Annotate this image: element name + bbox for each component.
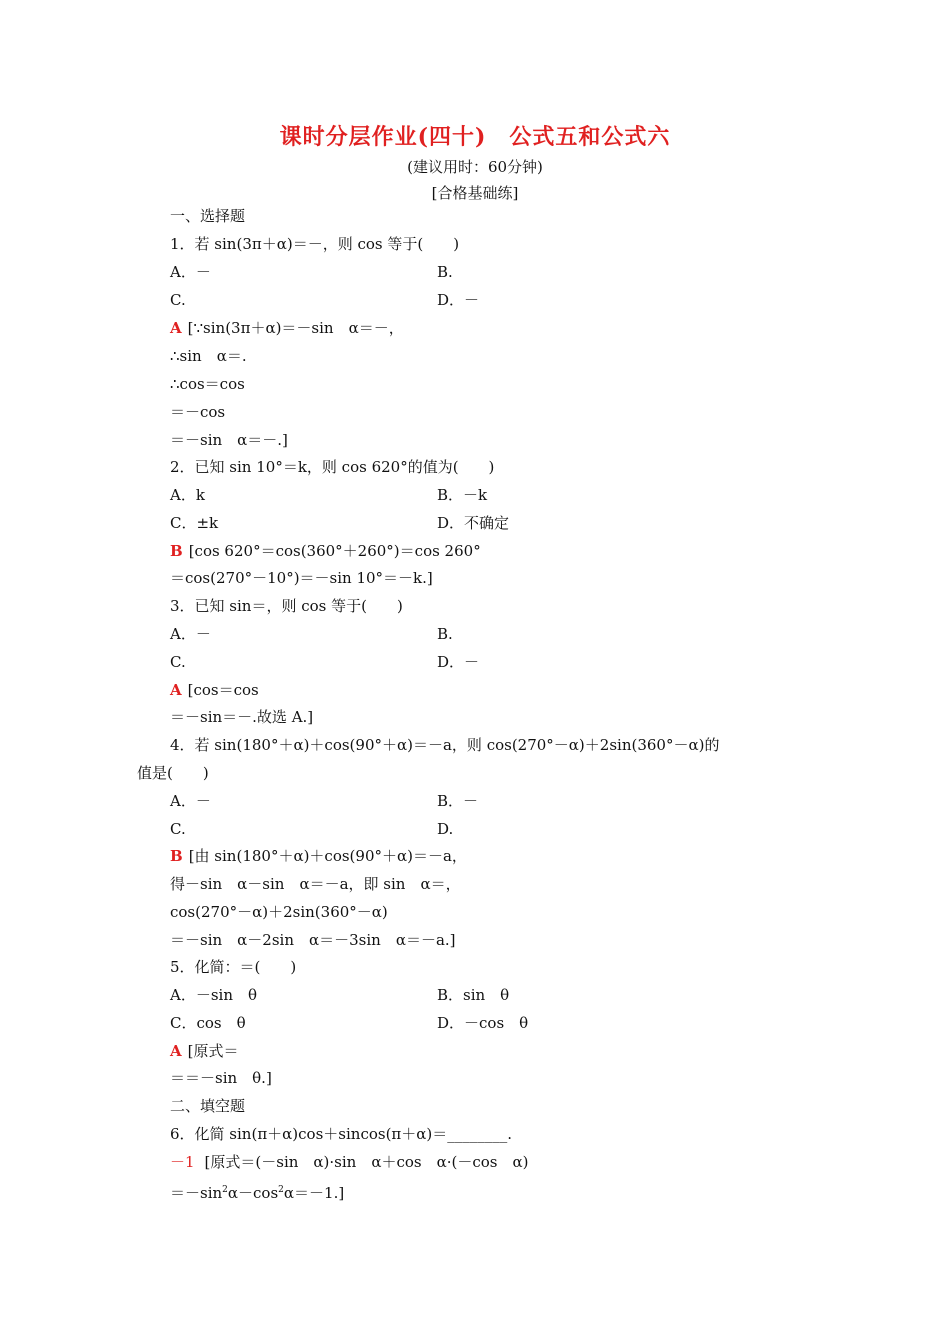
q3-option-b: B.	[437, 625, 453, 643]
q3-option-d: D．－	[437, 653, 480, 671]
q2-option-d: D．不确定	[437, 514, 510, 532]
q1-option-d: D．－	[437, 291, 480, 309]
q4-solution-line: 得－sin α－sin α＝－a，即 sin α＝，	[170, 875, 461, 893]
q4-option-c: C.	[170, 820, 186, 838]
q6-solution-line: －1 [原式＝(－sin α)·sin α＋cos α·(－cos α)	[170, 1153, 529, 1171]
page-title: 课时分层作业(四十) 公式五和公式六	[279, 124, 671, 150]
q2-solution-line: ＝cos(270°－10°)＝－sin 10°＝－k.]	[170, 569, 433, 587]
q3-solution-line: A [cos＝cos	[170, 681, 259, 699]
q4-answer: B	[170, 847, 183, 865]
q3-option-c: C.	[170, 653, 186, 671]
q5-answer: A	[170, 1042, 182, 1060]
q2-option-c: C．±k	[170, 514, 219, 532]
section-heading: [合格基础练]	[431, 184, 519, 202]
q5-option-d: D．－cos θ	[437, 1014, 529, 1032]
q4-solution-line: cos(270°－α)＋2sin(360°－α)	[170, 903, 388, 921]
q5-stem: 5．化简：＝( )	[170, 958, 297, 976]
q1-option-a: A．－	[170, 263, 211, 281]
suggested-time: (建议用时：60分钟)	[407, 158, 543, 176]
q2-option-b: B．－k	[437, 486, 488, 504]
q6-solution-line: $=-\sin^2\alpha-\cos^2\alpha=-1$.]	[170, 1184, 345, 1202]
q1-option-c: C.	[170, 291, 186, 309]
q4-solution-line: B [由 sin(180°＋α)＋cos(90°＋α)＝－a，	[170, 847, 467, 865]
q1-solution-line: ∴sin α＝.	[170, 347, 247, 365]
q4-solution-line: ＝－sin α－2sin α＝－3sin α＝－a.]	[170, 931, 456, 949]
q5-option-a: A．－sin θ	[170, 986, 258, 1004]
q2-stem: 2．已知 sin 10°＝k，则 cos 620°的值为( )	[170, 458, 495, 476]
q2-option-a: A．k	[170, 486, 205, 504]
q4-option-b: B．－	[437, 792, 479, 810]
q4-option-d: D.	[437, 820, 454, 838]
q1-solution-line: ＝－cos	[170, 403, 226, 421]
q1-option-b: B.	[437, 263, 453, 281]
q5-option-c: C．cos θ	[170, 1014, 246, 1032]
q3-option-a: A．－	[170, 625, 211, 643]
q1-solution-line: ∴cos＝cos	[170, 375, 245, 393]
q6-stem: 6．化简 sin(π＋α)cos＋sincos(π＋α)＝________.	[170, 1125, 513, 1143]
q4-stem: 4．若 sin(180°＋α)＋cos(90°＋α)＝－a，则 cos(270°－α)＋2sin(360°－α)的	[170, 736, 720, 754]
q1-answer: A	[170, 319, 182, 337]
q3-answer: A	[170, 681, 182, 699]
q2-solution-line: B [cos 620°＝cos(360°＋260°)＝cos 260°	[170, 542, 481, 560]
part-two-heading: 二、填空题	[170, 1097, 246, 1115]
q5-solution-line: A [原式＝	[170, 1042, 239, 1060]
q4-stem-cont: 值是( )	[137, 764, 209, 782]
q6-answer: －1	[170, 1153, 195, 1171]
q1-solution-line: ＝－sin α＝－.]	[170, 431, 288, 449]
q2-answer: B	[170, 542, 183, 560]
part-one-heading: 一、选择题	[170, 207, 246, 225]
q1-stem: 1．若 sin(3π＋α)＝－，则 cos 等于( )	[170, 235, 460, 253]
q1-solution-line: A [∵sin(3π＋α)＝－sin α＝－，	[170, 319, 404, 337]
q5-option-b: B．sin θ	[437, 986, 510, 1004]
q3-stem: 3．已知 sin＝，则 cos 等于( )	[170, 597, 403, 615]
q3-solution-line: ＝－sin＝－.故选 A.]	[170, 708, 314, 726]
q5-solution-line: ＝＝－sin θ.]	[170, 1069, 272, 1087]
q4-option-a: A．－	[170, 792, 211, 810]
